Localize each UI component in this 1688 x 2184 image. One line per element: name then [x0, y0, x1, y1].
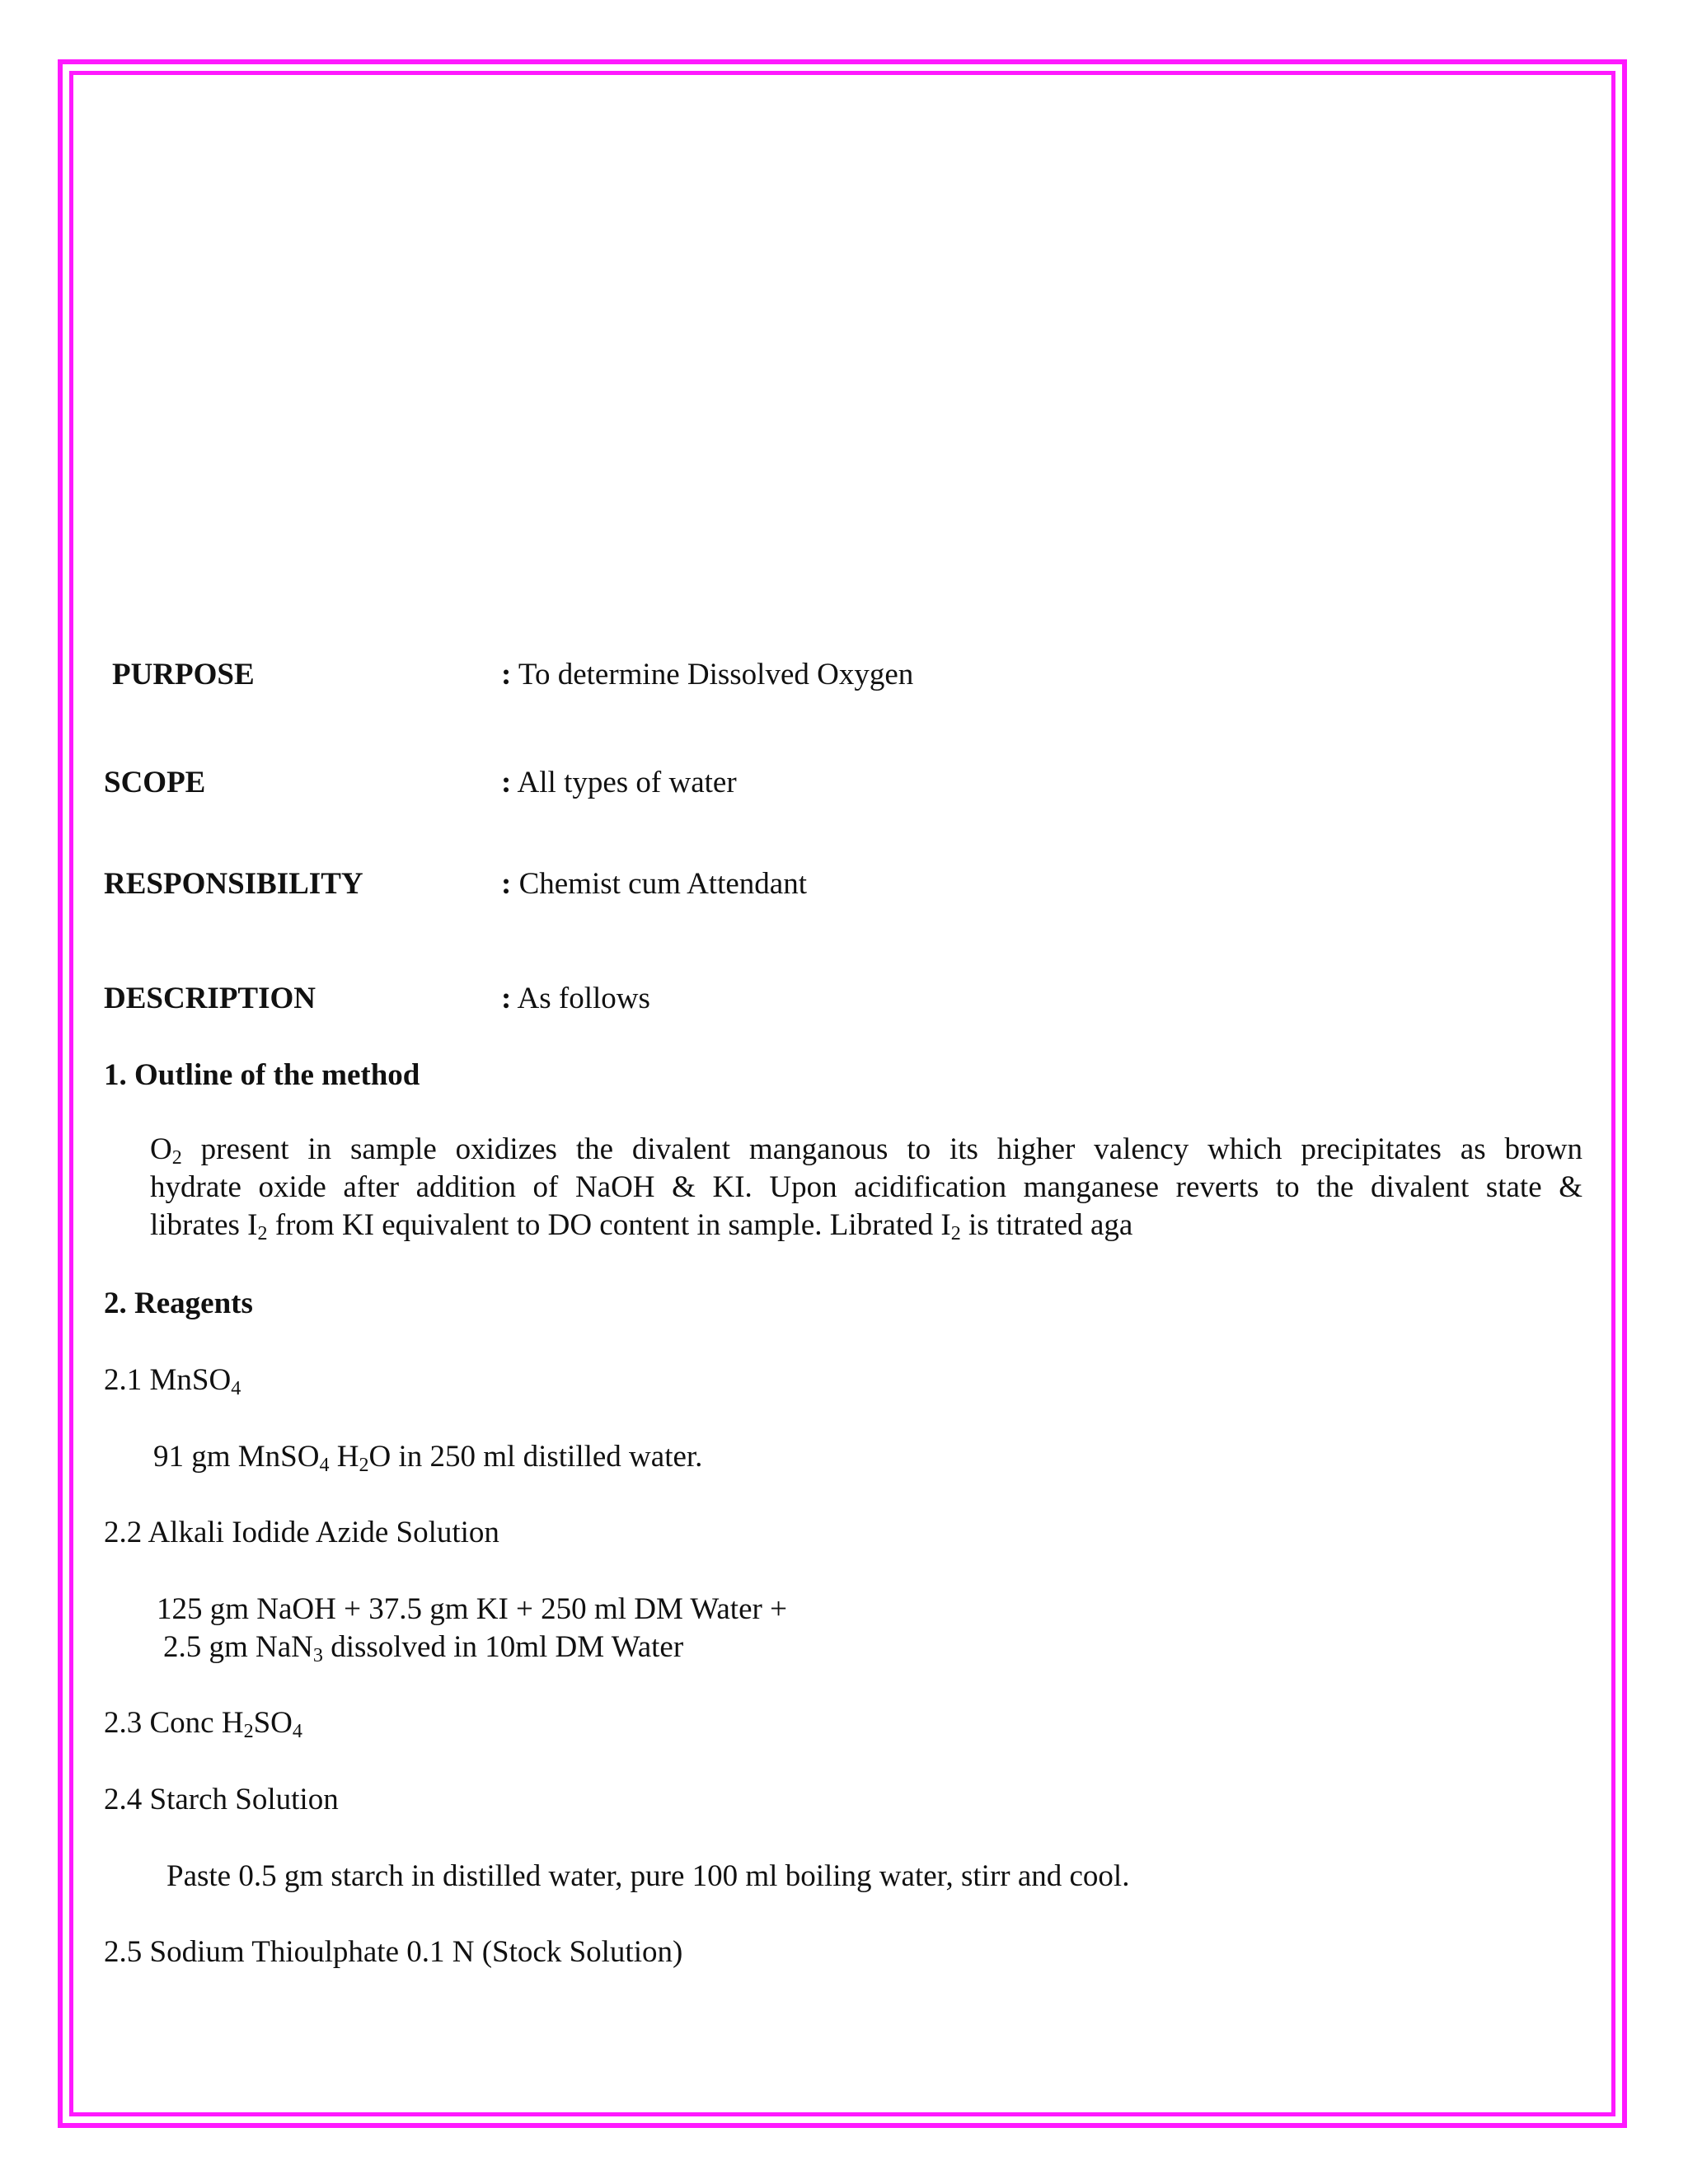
colon: : [501, 867, 512, 901]
description-value: As follows [517, 982, 650, 1015]
description-value-line [501, 980, 650, 1018]
reagent-heading-h2so4: 2.3 Conc $H_2SO_4$ [104, 1706, 302, 1742]
responsibility-value: Chemist cum Attendant [518, 867, 807, 901]
reagent-heading-thiosulphate: 2.5 Sodium Thioulphate 0.1 N (Stock Solution) [104, 1935, 683, 1969]
reagent-body-alkali-line2: 2.5 gm NaN$_3$ dissolved in 10ml DM Water [163, 1630, 684, 1666]
section-heading-reagents: 2. Reagents [104, 1286, 253, 1320]
reagent-heading-mnso4: 2.1 MnSO$_4$ [104, 1363, 241, 1399]
outline-paragraph [150, 1131, 1582, 1244]
reagent-heading-starch: 2.4 Starch Solution [104, 1783, 339, 1816]
reagent-heading-alkali: 2.2 Alkali Iodide Azide Solution [104, 1516, 499, 1549]
outline-line-2: hydrate oxide after addition of NaOH & KI. Upon acidification manganese reverts to the divalent state & [150, 1170, 1582, 1204]
scope-value: All types of water [517, 766, 737, 799]
reagent-body-mnso4: 91 gm MnSO$_4$ $H_2O$ in 250 ml distilled water. [153, 1440, 703, 1476]
scope-value-line [501, 764, 737, 802]
reagent-body-alkali-line1: 125 gm NaOH + 37.5 gm KI + 250 ml DM Water + [157, 1592, 787, 1626]
section-heading-outline: 1. Outline of the method [104, 1058, 420, 1092]
colon: : [501, 658, 512, 691]
description-label: DESCRIPTION [104, 982, 316, 1015]
colon: : [501, 766, 512, 799]
purpose-value-line [501, 656, 913, 694]
purpose-value: To determine Dissolved Oxygen [518, 658, 914, 691]
outline-line-1: $O_2$ present in sample oxidizes the divalent manganous to its higher valency which precipitates as brown [150, 1132, 1582, 1169]
responsibility-value-line [501, 865, 807, 903]
reagent-body-starch: Paste 0.5 gm starch in distilled water, pure 100 ml boiling water, stirr and cool. [166, 1859, 1130, 1893]
scope-label: SCOPE [104, 766, 206, 799]
colon: : [501, 982, 512, 1015]
responsibility-label: RESPONSIBILITY [104, 867, 363, 901]
outline-line-3: librates $I_2$ from KI equivalent to DO content in sample. Librated $I_2$ is titrated aga [150, 1208, 1133, 1244]
purpose-label: PURPOSE [112, 658, 255, 691]
